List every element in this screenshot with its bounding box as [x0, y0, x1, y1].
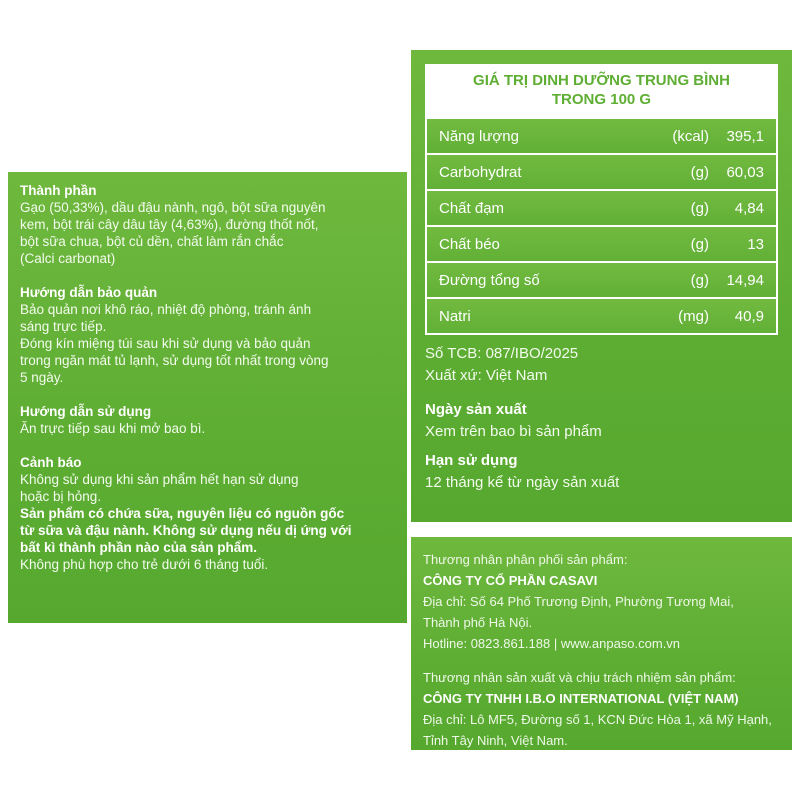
nutrient-value: 14,94	[726, 272, 764, 289]
nutrient-name: Đường tổng số	[439, 272, 540, 289]
nutrition-row-sodium	[427, 297, 776, 333]
product-info-panel	[8, 172, 407, 623]
distributor-address: Thành phố Hà Nội.	[423, 615, 533, 630]
nutrient-unit: (g)	[690, 272, 709, 289]
usage-title: Hướng dẫn sử dụng	[20, 404, 152, 419]
nutrition-table	[425, 64, 778, 335]
nutrition-row-carbohydrate	[427, 153, 776, 189]
nutrition-row-fat	[427, 225, 776, 261]
distributor-contact: Hotline: 0823.861.188 | www.anpaso.com.vn	[423, 636, 681, 651]
ingredients-line: Gạo (50,33%), dầu đậu nành, ngô, bột sữa nguyên	[20, 200, 326, 215]
expiry-text: 12 tháng kể từ ngày sản xuất	[425, 474, 620, 491]
ingredients-title: Thành phần	[20, 183, 97, 198]
nutrient-unit: (g)	[690, 164, 709, 181]
storage-line: 5 ngày.	[20, 370, 64, 385]
nutrition-row-protein	[427, 189, 776, 225]
storage-line: sáng trực tiếp.	[20, 319, 107, 334]
nutrition-panel	[411, 50, 792, 522]
nutrient-name: Năng lượng	[439, 128, 519, 145]
nutrient-unit: (kcal)	[672, 128, 709, 145]
mfg-date-text: Xem trên bao bì sản phẩm	[425, 423, 602, 440]
storage-line: Đóng kín miệng túi sau khi sử dụng và bảo quản	[20, 336, 311, 351]
nutrition-header-line: TRONG 100 G	[551, 91, 652, 108]
warning-title: Cảnh báo	[20, 455, 82, 470]
distributor-label: Thương nhân phân phối sản phẩm:	[423, 552, 628, 567]
manufacturer-address: Tỉnh Tây Ninh, Việt Nam.	[423, 733, 568, 748]
warning-line: Không sử dụng khi sản phẩm hết hạn sử dụng	[20, 472, 299, 487]
manufacturer-address: Địa chỉ: Lô MF5, Đường số 1, KCN Đức Hòa 1, xã Mỹ Hạnh,	[423, 712, 772, 727]
nutrition-header-line: GIÁ TRỊ DINH DƯỠNG TRUNG BÌNH	[473, 72, 730, 89]
nutrient-value: 4,84	[734, 200, 764, 217]
nutrient-name: Chất đạm	[439, 200, 505, 217]
ingredients-line: (Calci carbonat)	[20, 251, 116, 266]
nutrient-value: 395,1	[726, 128, 764, 145]
manufacturer-label: Thương nhân sản xuất và chịu trách nhiệm sản phẩm:	[423, 670, 736, 685]
warning-line: hoặc bị hỏng.	[20, 489, 102, 504]
allergen-warning-line: Sản phẩm có chứa sữa, nguyên liệu có nguồn gốc	[20, 506, 345, 521]
mfg-date-title: Ngày sản xuất	[425, 401, 527, 418]
usage-line: Ăn trực tiếp sau khi mở bao bì.	[20, 421, 206, 436]
allergen-warning-line: từ sữa và đậu nành. Không sử dụng nếu dị ứng với	[20, 523, 352, 538]
nutrient-name: Natri	[439, 308, 471, 325]
allergen-warning-line: bất kì thành phần nào của sản phẩm.	[20, 540, 258, 555]
nutrition-table-header	[427, 66, 776, 117]
manufacturer-company: CÔNG TY TNHH I.B.O INTERNATIONAL (VIỆT NAM)	[423, 691, 739, 706]
storage-line: trong ngăn mát tủ lạnh, sử dụng tốt nhất trong vòng	[20, 353, 329, 368]
storage-line: Bảo quản nơi khô ráo, nhiệt độ phòng, tránh ánh	[20, 302, 312, 317]
nutrient-name: Chất béo	[439, 236, 500, 253]
nutrient-value: 40,9	[734, 308, 764, 325]
nutrient-unit: (g)	[690, 236, 709, 253]
distributor-address: Địa chỉ: Số 64 Phố Trương Định, Phường Tương Mai,	[423, 594, 734, 609]
nutrition-row-energy	[427, 117, 776, 153]
nutrient-unit: (mg)	[678, 308, 709, 325]
storage-title: Hướng dẫn bảo quản	[20, 285, 158, 300]
expiry-title: Hạn sử dụng	[425, 452, 518, 469]
distributor-company: CÔNG TY CỔ PHẦN CASAVI	[423, 573, 598, 588]
nutrient-value: 60,03	[726, 164, 764, 181]
nutrient-unit: (g)	[690, 200, 709, 217]
nutrient-value: 13	[747, 236, 764, 253]
ingredients-line: kem, bột trái cây dâu tây (4,63%), đường thốt nốt,	[20, 217, 319, 232]
origin: Xuất xứ: Việt Nam	[425, 367, 548, 384]
distributor-panel	[411, 537, 792, 750]
nutrient-name: Carbohydrat	[439, 164, 522, 181]
nutrition-row-sugar	[427, 261, 776, 297]
age-warning-line: Không phù hợp cho trẻ dưới 6 tháng tuổi.	[20, 557, 269, 572]
tcb-number: Số TCB: 087/IBO/2025	[425, 345, 579, 362]
ingredients-line: bột sữa chua, bột củ dền, chất làm rắn chắc	[20, 234, 284, 249]
